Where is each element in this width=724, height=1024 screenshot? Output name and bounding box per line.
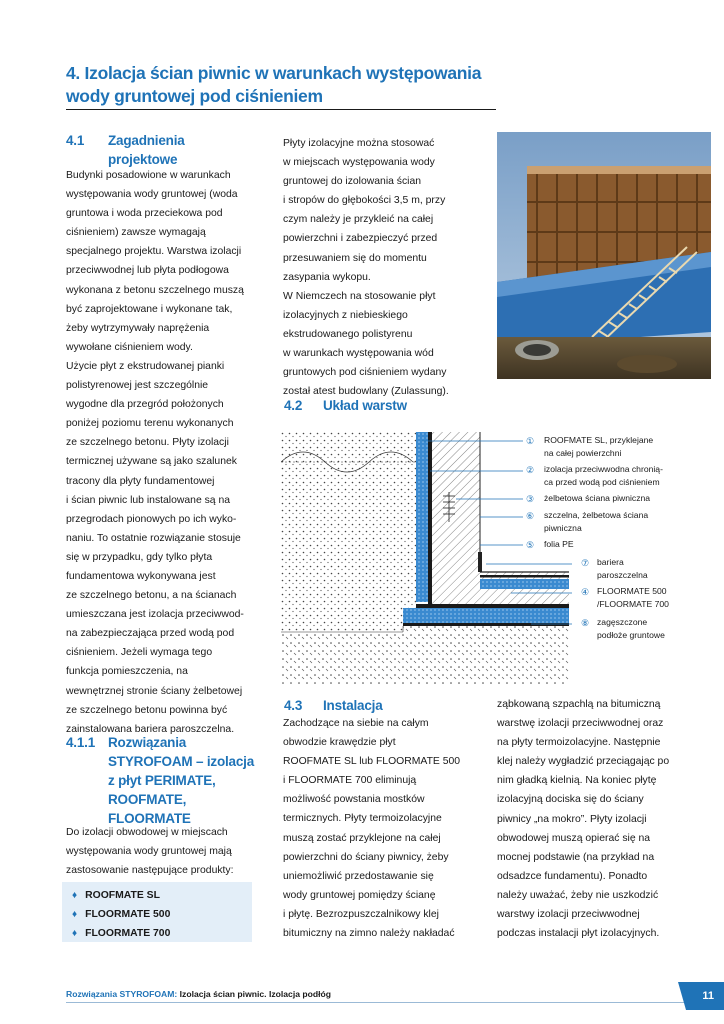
label-text: zagęszczone: [597, 617, 648, 627]
section-number: 4.3: [284, 698, 303, 713]
section-4-2-heading: [284, 396, 484, 416]
text-line: funkcja pomieszczenia, na: [66, 666, 188, 678]
text-line: być zaprojektowane i wykonane tak,: [66, 303, 233, 315]
text-line: Zachodzące na siebie na całym: [283, 718, 429, 729]
text-line: Do izolacji obwodowej w miejscach: [66, 827, 228, 838]
text-line: wygodne dla przegród położonych: [66, 399, 224, 411]
text-line: gruntowej do izolowania ścian: [283, 176, 422, 188]
label-text: /FLOORMATE 700: [597, 599, 669, 609]
text-line: obwodowej muszą opierać się na: [497, 832, 651, 844]
text-line: Płyty izolacyjne można stosować: [283, 138, 435, 149]
text-line: mocnej podstawie (na przykład na: [497, 851, 655, 863]
column-2-body: [283, 134, 488, 401]
section-title: Instalacja: [323, 698, 383, 713]
section-4-3-body-right: [497, 695, 712, 943]
text-line: wykonana z betonu szczelnego muszą: [66, 284, 244, 296]
text-line: izolacyjnych z niebieskiego: [283, 309, 408, 321]
text-line: tracony dla płyty fundamentowej: [66, 475, 215, 487]
text-line: W Niemczech na stosowanie płyt: [283, 290, 436, 302]
construction-site-photo: [497, 132, 711, 379]
text-line: przegrodach pionowych po ich wyko-: [66, 513, 237, 525]
section-title-line2: STYROFOAM – izolacja: [108, 754, 255, 769]
text-line: podczas instalacji płyt izolacyjnych.: [497, 928, 660, 940]
section-4-1-1-body: [66, 823, 266, 880]
footer-rule: [66, 1002, 684, 1003]
footer-title: Izolacja ścian piwnic. Izolacja podłóg: [177, 989, 332, 999]
text-line: ze szczelnego betonu powinna być: [66, 704, 228, 716]
text-line: ciśnieniem) zawsze wymagają: [66, 227, 206, 239]
section-title-line4: ROOFMATE,: [108, 792, 187, 807]
footer-text: [66, 989, 331, 999]
text-line: występowania wody gruntowej (woda: [66, 189, 238, 201]
text-line: umieszczana jest izolacja przeciwwod-: [66, 609, 244, 621]
text-line: termicznych. Płyty termoizolacyjne: [283, 813, 442, 825]
text-line: został atest budowlany (Zulassung).: [283, 386, 449, 398]
label-number: ④: [581, 587, 590, 597]
section-title-line2: projektowe: [108, 152, 178, 167]
diamond-bullet-icon: ♦: [72, 890, 78, 901]
text-line: i stropów do głębokości 3,5 m, przy: [283, 195, 446, 207]
text-line: wody gruntowej pomiędzy ścianę: [283, 889, 436, 901]
text-line: zasypania wykopu.: [283, 271, 371, 283]
page-title-line1: 4. Izolacja ścian piwnic w warunkach występowania: [66, 63, 482, 83]
text-line: wywołane ciśnieniem wody.: [66, 341, 193, 353]
section-title-line3: z płyt PERIMATE,: [108, 773, 216, 788]
text-line: fundamentowa wykonywana jest: [66, 570, 216, 582]
text-line: nim gładką kielnią. Na koniec płytę: [497, 775, 657, 787]
section-4-3-body-left: [283, 714, 488, 943]
text-line: specjalnego projektu. Warstwa izolacji: [66, 246, 242, 258]
text-line: uniemożliwić przedostawanie się: [283, 870, 434, 882]
page-title-line2: wody gruntowej pod ciśnieniem: [66, 86, 323, 106]
label-text: folia PE: [544, 539, 574, 549]
text-line: możliwość powstania mostków: [283, 794, 425, 806]
text-line: obwodzie krawędzie płyt: [283, 737, 396, 749]
section-4-1-1-heading: [66, 733, 266, 828]
text-line: na zabezpieczająca przed wodą pod: [66, 628, 235, 640]
page-title: [66, 62, 496, 110]
text-line: powierzchni do ściany piwnicy, żeby: [283, 851, 449, 863]
text-line: przeciwwodnej lub płyta podłogowa: [66, 265, 229, 277]
text-line: zastosowanie następujące produkty:: [66, 865, 234, 877]
text-line: należy uważać, żeby nie uszkodzić: [497, 889, 659, 901]
text-line: ekstrudowanego polistyrenu: [283, 328, 413, 340]
section-number: 4.1.1: [66, 735, 96, 750]
text-line: bitumiczny na zimno należy nakładać: [283, 928, 455, 940]
concrete-wall: [432, 432, 480, 572]
diamond-bullet-icon: ♦: [72, 909, 78, 920]
text-line: klej należy wygładzić przeciągając po: [497, 756, 670, 768]
label-number: ⑧: [581, 618, 590, 628]
label-number: ⑥: [526, 511, 535, 521]
text-line: ciśnieniem. Jeżeli wymaga tego: [66, 647, 213, 659]
text-line: w miejscach występowania wody: [283, 157, 435, 169]
text-line: piwnicy „na mokro”. Płyty izolacji: [497, 813, 647, 825]
text-line: ze szczelnego betonu, a na ścianach: [66, 590, 237, 602]
text-line: polistyrenowej jest szczególnie: [66, 380, 209, 392]
text-line: ROOFMATE SL lub FLOORMATE 500: [283, 756, 461, 768]
text-line: gruntowych pod ciśnieniem wydany: [283, 367, 447, 379]
text-line: warstwę izolacji przeciwwodnej oraz: [497, 718, 664, 730]
label-number: ②: [526, 465, 535, 475]
label-text: paroszczelna: [597, 570, 648, 580]
list-item: ♦ FLOORMATE 700: [72, 928, 171, 939]
section-number: 4.2: [284, 398, 303, 413]
text-line: powierzchni i zabezpieczyć przed: [283, 233, 438, 245]
section-title-line1: Rozwiązania: [108, 735, 187, 750]
text-line: Budynki posadowione w warunkach: [66, 170, 231, 181]
label-number: ⑤: [526, 540, 535, 550]
text-line: zainstalowana bariera paroszczelna.: [66, 723, 235, 735]
insulation-board-vertical: [416, 432, 428, 602]
text-line: i płytę. Bezrozpuszczalnikowy klej: [283, 908, 439, 920]
insulation-board-horizontal: [403, 608, 569, 623]
text-line: izolacyjną dociska się do ściany: [497, 794, 644, 806]
text-line: przesuwaniem się do momentu: [283, 252, 427, 264]
list-item: ♦ ROOFMATE SL: [72, 890, 160, 901]
text-line: na płyty termoizolacyjne. Następnie: [497, 737, 661, 749]
label-text: izolacja przeciwwodna chronią-: [544, 464, 663, 474]
label-number: ①: [526, 436, 535, 446]
label-text: ca przed wodą pod ciśnieniem: [544, 477, 660, 487]
list-item: ♦ FLOORMATE 500: [72, 909, 171, 920]
label-text: bariera: [597, 557, 624, 567]
product-list: [62, 882, 252, 942]
page-number: 11: [686, 982, 724, 1010]
diamond-bullet-icon: ♦: [72, 928, 78, 939]
text-line: się w przypadku, gdy tylko płyta: [66, 551, 213, 563]
text-line: wewnętrznej stronie ściany żelbetowej: [66, 685, 243, 697]
footer-series: Rozwiązania STYROFOAM:: [66, 989, 178, 999]
text-line: gruntowa i woda przeciekowa pod: [66, 208, 223, 220]
section-title-line5: FLOORMATE: [108, 811, 191, 826]
label-text: podłoże gruntowe: [597, 630, 665, 640]
section-number: 4.1: [66, 133, 85, 148]
text-line: Użycie płyt z ekstrudowanej pianki: [66, 360, 225, 372]
text-line: ząbkowaną szpachlą na bitumiczną: [497, 699, 661, 710]
text-line: termicznej używane są jako szalunek: [66, 456, 237, 468]
section-4-1-heading: [66, 131, 246, 169]
text-line: odsadzce fundamentu). Ponadto: [497, 870, 648, 882]
text-line: warstwy izolacji przeciwwodnej: [497, 909, 640, 921]
text-line: występowania wody gruntowej mają: [66, 846, 232, 858]
label-text: na całej powierzchni: [544, 448, 622, 458]
text-line: ze szczelnego betonu. Płyty izolacji: [66, 437, 229, 449]
text-line: muszą zostać przyklejone na całej: [283, 832, 441, 844]
section-4-1-body: [66, 166, 266, 739]
text-line: żeby wytrzymywały naprężenia: [66, 322, 210, 334]
text-line: i FLOORMATE 700 eliminują: [283, 775, 417, 787]
label-number: ③: [526, 494, 535, 504]
label-text: ROOFMATE SL, przyklejane: [544, 435, 654, 445]
compacted-subgrade: [281, 626, 569, 684]
waterproofing-layer: [428, 432, 432, 604]
section-title: Układ warstw: [323, 398, 407, 413]
text-line: w warunkach występowania wód: [283, 348, 434, 360]
text-line: i ścian piwnic lub instalowane są na: [66, 494, 231, 506]
text-line: poniżej poziomu terenu wykonanych: [66, 418, 234, 430]
text-line: naniu. To ostatnie rozwiązanie stosuje: [66, 532, 241, 544]
text-line: czym należy je przykleić na całej: [283, 214, 434, 226]
section-4-3-heading: [284, 696, 484, 716]
label-text: FLOORMATE 500: [597, 586, 667, 596]
layer-diagram: [281, 432, 711, 684]
label-text: szczelna, żelbetowa ściana: [544, 510, 649, 520]
label-number: ⑦: [581, 558, 590, 568]
label-text: piwniczna: [544, 523, 582, 533]
label-text: żelbetowa ściana piwniczna: [544, 493, 651, 503]
section-title-line1: Zagadnienia: [108, 133, 185, 148]
